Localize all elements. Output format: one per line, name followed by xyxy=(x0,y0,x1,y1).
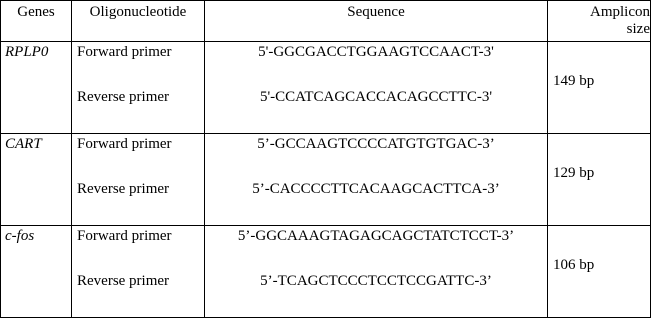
table-row xyxy=(1,226,651,318)
table-row xyxy=(1,134,651,226)
header-amplicon-size xyxy=(548,1,651,42)
table-row xyxy=(1,42,651,134)
amplicon-size: 149 bp xyxy=(548,42,651,134)
oligonucleotide-cell xyxy=(72,226,205,318)
amplicon-size: 129 bp xyxy=(548,134,651,226)
header-amplicon-line2: size xyxy=(626,21,650,37)
header-genes: Genes xyxy=(1,1,72,42)
reverse-primer-label: Reverse primer xyxy=(77,181,170,197)
sequence-cell xyxy=(205,134,548,226)
forward-primer-label: Forward primer xyxy=(77,228,172,244)
gene-name: CART xyxy=(1,134,72,226)
sequence-cell xyxy=(205,226,548,318)
gene-name: RPLP0 xyxy=(1,42,72,134)
oligonucleotide-cell xyxy=(72,42,205,134)
header-row xyxy=(1,1,651,42)
gene-name: c-fos xyxy=(1,226,72,318)
forward-sequence: 5'-GGCGACCTGGAAGTCCAACT-3' xyxy=(258,44,494,60)
header-sequence: Sequence xyxy=(205,1,548,42)
reverse-primer-label: Reverse primer xyxy=(77,273,170,289)
forward-sequence: 5’-GCCAAGTCCCCATGTGTGAC-3’ xyxy=(257,136,495,152)
header-oligonucleotide: Oligonucleotide xyxy=(72,1,205,42)
oligonucleotide-cell xyxy=(72,134,205,226)
reverse-sequence: 5'-CCATCAGCACCACAGCCTTC-3' xyxy=(259,89,493,105)
header-amplicon-line1: Amplicon xyxy=(590,4,650,20)
reverse-sequence: 5’-TCAGCTCCCTCCTCCGATTC-3’ xyxy=(260,273,492,289)
reverse-primer-label: Reverse primer xyxy=(77,89,170,105)
reverse-sequence: 5’-CACCCCTTCACAAGCACTTCA-3’ xyxy=(252,181,500,197)
amplicon-size: 106 bp xyxy=(548,226,651,318)
forward-primer-label: Forward primer xyxy=(77,136,172,152)
sequence-cell xyxy=(205,42,548,134)
forward-primer-label: Forward primer xyxy=(77,44,172,60)
forward-sequence: 5’-GGCAAAGTAGAGCAGCTATCTCCT-3’ xyxy=(237,228,515,244)
